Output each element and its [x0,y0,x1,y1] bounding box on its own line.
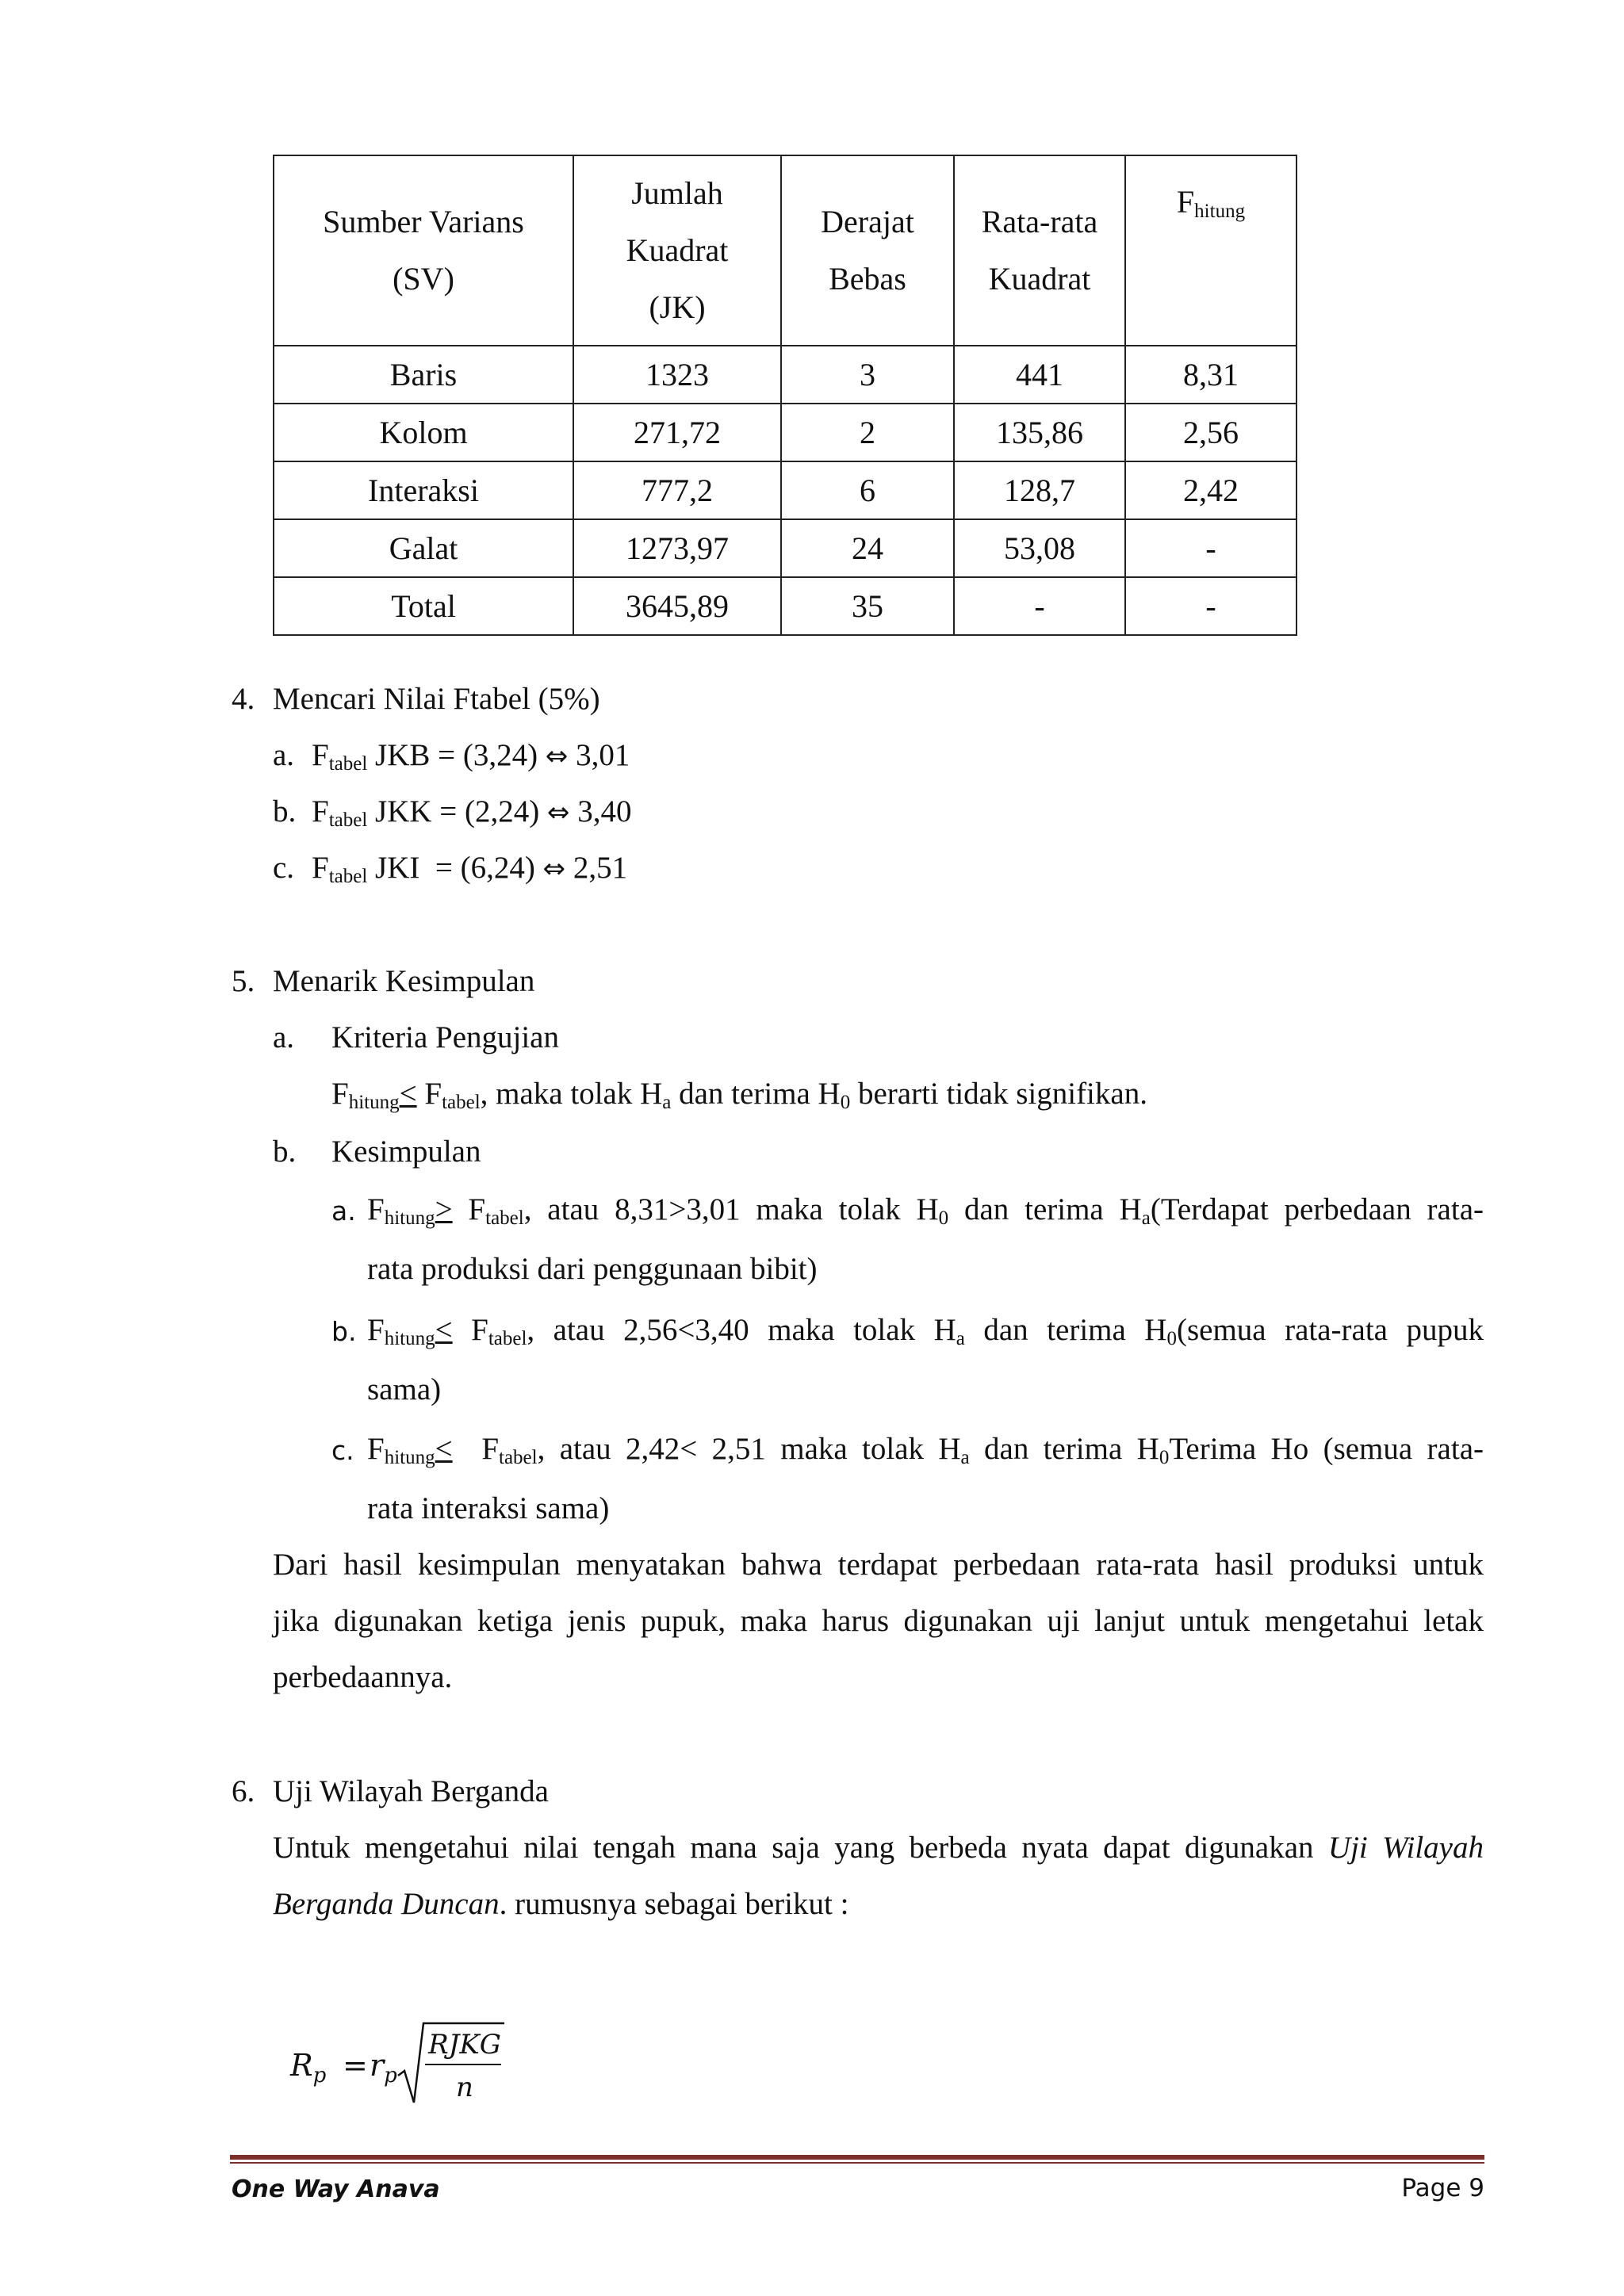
header-derajat-bebas: Derajat Bebas [781,155,954,346]
s5-b-label: b. [273,1135,297,1169]
s4-item-b: $F_{tabel}$ JKK = (2,24) ⇔ 3,40 [312,794,632,831]
table-row [274,577,1297,635]
s5-b-title: Kesimpulan [331,1135,481,1169]
table-cell: 24 [781,519,954,577]
table-cell: 441 [954,346,1125,404]
s6-paragraph-line-1: Untuk mengetahui nilai tengah mana saja yang berbeda nyata dapat digunakan Uji Wilayah [273,1831,1484,1865]
table-cell: 1273,97 [573,519,781,577]
section-6-title: Uji Wilayah Berganda [273,1774,549,1808]
table-cell: 777,2 [573,461,781,519]
summary-line-2: jika digunakan ketiga jenis pupuk, maka harus digunakan uji lanjut untuk mengetahui letak [273,1604,1484,1638]
section-5-number: 5. [232,964,255,998]
formula-r: $r_p$ [370,2048,397,2087]
table-cell: Baris [274,346,573,404]
footer-title: One Way Anava [232,2175,440,2203]
s4-item-a: $F_{tabel}$ JKB = (3,24) ⇔ 3,01 [312,738,630,775]
table-cell: 2 [781,404,954,461]
conclusion-a-line2: rata produksi dari penggunaan bibit) [367,1252,818,1286]
conclusion-c-line1: $F_{hitung}< F_{tabel}$, atau 2,42< 2,51 maka tolak $H_a$ dan terima $H_0Terima$ Ho (semua rata- [367,1432,1484,1468]
table-row [274,346,1297,404]
section-5-title: Menarik Kesimpulan [273,964,535,998]
formula-denominator: n [456,2072,473,2103]
double-arrow-icon: ⇔ [542,853,566,885]
summary-line-3: perbedaannya. [273,1660,453,1694]
table-cell: 128,7 [954,461,1125,519]
table-cell: 1323 [573,346,781,404]
double-arrow-icon: ⇔ [545,740,569,772]
table-cell: 35 [781,577,954,635]
table-cell: 53,08 [954,519,1125,577]
s4-item-c-label: c. [273,851,295,885]
anova-table [273,155,1297,636]
s4-item-c: $F_{tabel}$ JKI = (6,24) ⇔ 2,51 [312,851,628,887]
table-row [274,519,1297,577]
table-row [274,461,1297,519]
s4-item-b-label: b. [273,794,297,828]
s5-a-label: a. [273,1020,295,1054]
footer-rule-thin [230,2162,1484,2164]
criteria-line: $F_{hitung}< F_{tabel}$, maka tolak $H_a$ dan terima $H_0$ berarti tidak signifikan. [331,1077,1147,1113]
s4-item-a-label: a. [273,738,295,772]
conclusion-b-label: b. [331,1316,357,1347]
table-cell: 8,31 [1125,346,1297,404]
conclusion-b-line2: sama) [367,1372,442,1406]
table-cell: 271,72 [573,404,781,461]
conclusion-b-line1: $F_{hitung}< F_{tabel}$, atau 2,56<3,40 maka tolak $H_a$ dan terima $H_0(semua$ rata-rata pupuk [367,1313,1484,1349]
table-cell: 2,56 [1125,404,1297,461]
double-arrow-icon: ⇔ [547,797,570,828]
table-cell: 2,42 [1125,461,1297,519]
table-cell: Kolom [274,404,573,461]
table-cell: - [1125,519,1297,577]
table-cell: 3645,89 [573,577,781,635]
conclusion-a-label: a. [331,1196,356,1226]
table-cell: 6 [781,461,954,519]
table-cell: - [1125,577,1297,635]
section-4-number: 4. [232,682,255,716]
table-header-row [274,155,1297,346]
conclusion-a-line1: $F_{hitung}> F_{tabel}$, atau 8,31>3,01 maka tolak $H_0$ dan terima $H_a(Terdapat$ perbedaan rata- [367,1192,1484,1229]
table-cell: 3 [781,346,954,404]
header-jumlah-kuadrat: Jumlah Kuadrat (JK) [573,155,781,346]
header-f-hitung: $F_{hitung}$ [1125,155,1297,346]
s6-paragraph-line-2: Berganda Duncan. rumusnya sebagai berikut : [273,1887,849,1921]
table-cell: 135,86 [954,404,1125,461]
table-cell: Galat [274,519,573,577]
conclusion-c-label: c. [331,1435,354,1466]
table-cell: - [954,577,1125,635]
section-4-title: Mencari Nilai Ftabel (5%) [273,682,600,716]
summary-line-1: Dari hasil kesimpulan menyatakan bahwa terdapat perbedaan rata-rata hasil produksi untuk [273,1548,1484,1582]
page-number: Page 9 [1401,2174,1484,2202]
table-cell: Interaksi [274,461,573,519]
footer-rule-thick [230,2155,1484,2160]
conclusion-c-line2: rata interaksi sama) [367,1491,610,1525]
formula-equals: = [343,2048,368,2083]
formula-lhs: $R_p$ [290,2048,327,2087]
table-row [274,404,1297,461]
header-sumber-varians: Sumber Varians (SV) [274,155,573,346]
table-cell: Total [274,577,573,635]
section-6-number: 6. [232,1774,255,1808]
s5-a-title: Kriteria Pengujian [331,1020,559,1054]
header-rata-rata-kuadrat: Rata-rata Kuadrat [954,155,1125,346]
formula-numerator: RJKG [428,2029,501,2061]
